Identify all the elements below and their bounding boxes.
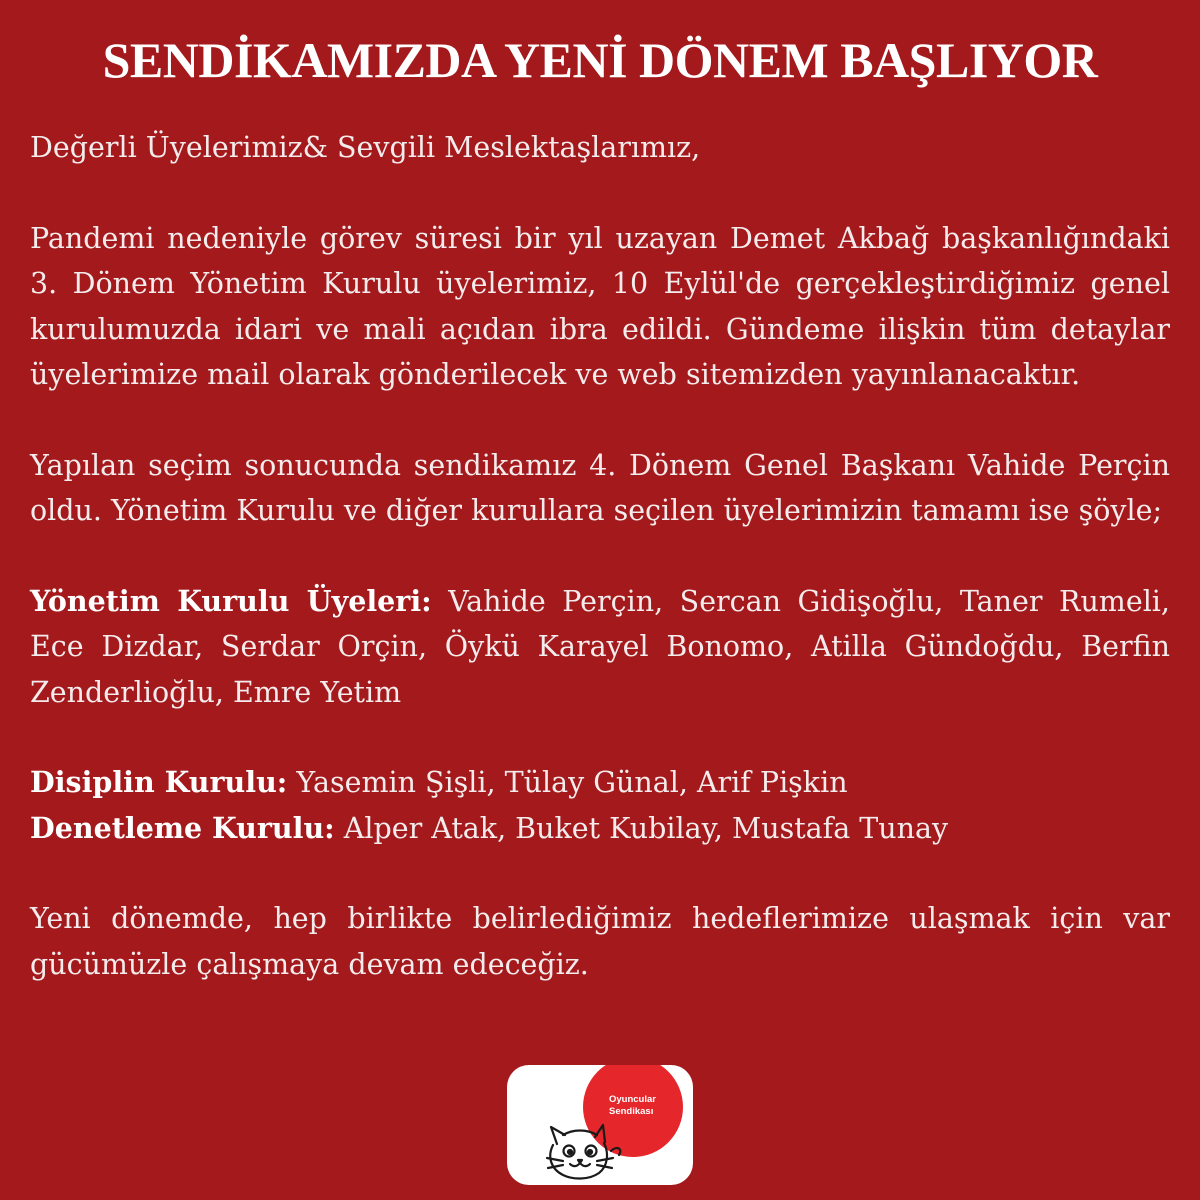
announcement-body bbox=[30, 125, 1170, 1032]
union-logo bbox=[507, 1065, 693, 1185]
page-title: SENDİKAMIZDA YENİ DÖNEM BAŞLIYOR bbox=[102, 32, 1098, 88]
board-members: Vahide Perçin, Sercan Gidişoğlu, Taner Rumeli, Ece Dizdar, Serdar Orçin, Öykü Karayel Bonomo, Atilla Gündoğdu, Berfin Zenderlioğlu, Emre Yetim bbox=[30, 584, 1170, 709]
closing-paragraph: Yeni dönemde, hep birlikte belirlediğimiz hedeflerimize ulaşmak için var gücümüzle çalışmaya devam edeceğiz. bbox=[30, 902, 1170, 981]
greeting: Değerli Üyelerimiz& Sevgili Meslektaşlarımız, bbox=[30, 131, 701, 164]
logo-text-line1: Oyuncular bbox=[609, 1094, 656, 1105]
board-label: Denetleme Kurulu: bbox=[30, 810, 335, 845]
board-members: Yasemin Şişli, Tülay Günal, Arif Pişkin bbox=[296, 766, 848, 799]
logo-graphic bbox=[507, 1065, 693, 1185]
board-discipline bbox=[30, 760, 1170, 806]
board-members: Alper Atak, Buket Kubilay, Mustafa Tunay bbox=[343, 811, 949, 845]
paragraph-election-result: Yapılan seçim sonucunda sendikamız 4. Dönem Genel Başkanı Vahide Perçin oldu. Yönetim Kurulu ve diğer kurullara seçilen üyelerimizin tamamı ise şöyle; bbox=[30, 448, 1170, 527]
board-executive bbox=[30, 579, 1170, 716]
board-label: Disiplin Kurulu: bbox=[30, 765, 288, 799]
logo-text-line2: Sendikası bbox=[609, 1106, 654, 1117]
board-label: Yönetim Kurulu Üyeleri: bbox=[30, 583, 432, 618]
paragraph-term-extension: Pandemi nedeniyle görev süresi bir yıl uzayan Demet Akbağ başkanlığındaki 3. Dönem Yönetim Kurulu üyelerimiz, 10 Eylül'de gerçekleştirdiğimiz genel kurulumuzda idari ve mali açıdan ibra edildi. Gündeme ilişkin tüm detaylar üyelerimize mail olarak gönderilecek ve web sitemizden yayınlanacaktır. bbox=[30, 221, 1170, 391]
board-audit bbox=[30, 806, 1170, 852]
